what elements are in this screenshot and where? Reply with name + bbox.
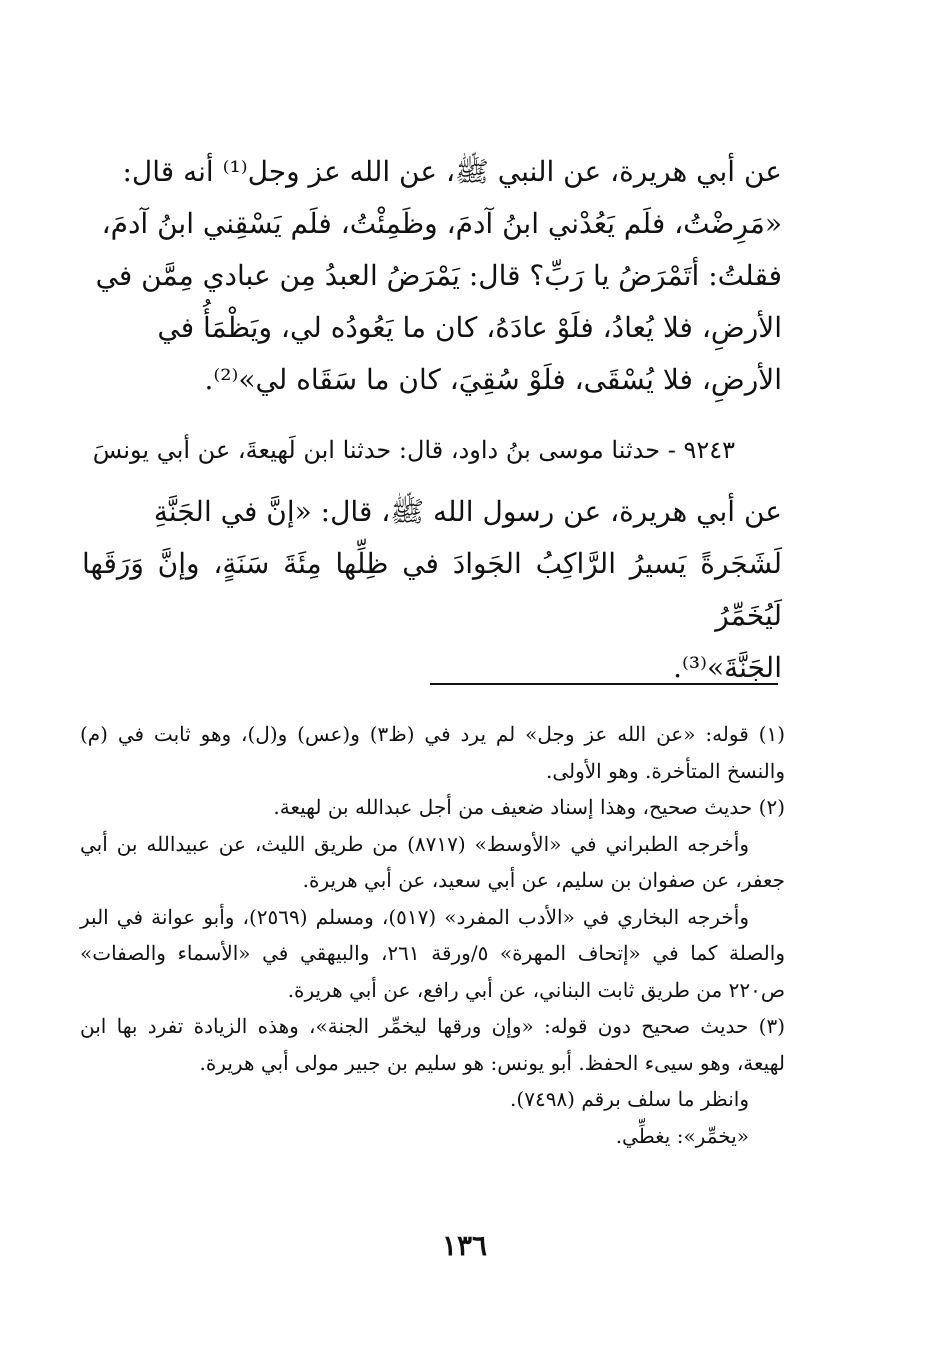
page-number: ١٣٦: [441, 1229, 488, 1262]
footnote-continuation: «يخمِّر»: يغطِّي.: [615, 1123, 749, 1148]
text-line: الأرضِ، فلا يُسْقَى، فلَوْ سُقِيَ، كان ما سَقَاه لي»⁽²⁾.: [204, 363, 782, 396]
text-line: الأرضِ، فلا يُعادُ، فلَوْ عادَهُ، كان ما يَعُودُه لي، ويَظْمَأُ في: [157, 311, 782, 344]
footnote: (٣) حديث صحيح دون قوله: «وإن ورقها ليخمِّر الجنة»، وهذه الزيادة تفرد بها ابن لهيعة، وهو سيىء الحفظ. أبو يونس: هو سليم بن جبير مولى أبي هريرة.: [80, 1014, 785, 1075]
text-line: الجَنَّةَ»⁽³⁾.: [673, 651, 782, 684]
footnote-continuation: وأخرجه الطبراني في «الأوسط» (٨٧١٧) من طريق الليث، عن عبيدالله بن أبي جعفر، عن صفوان بن سليم، عن أبي سعيد، عن أبي هريرة.: [80, 831, 785, 892]
footnote-continuation: وأخرجه البخاري في «الأدب المفرد» (٥١٧)، ومسلم (٢٥٦٩)، وأبو عوانة في البر والصلة كما في «إتحاف المهرة» ٥/ورقة ٢٦١، والبيهقي في «الأسماء والصفات» ص٢٢٠ من طريق ثابت البناني، عن أبي رافع، عن أبي هريرة.: [80, 904, 785, 1002]
text-line: «مَرِضْتُ، فلَم يَعُدْني ابنُ آدمَ، وظَمِئْتُ، فلَم يَسْقِني ابنُ آدمَ،: [101, 207, 782, 240]
hadith-text: [82, 486, 782, 694]
text-line: عن أبي هريرة، عن رسول الله ﷺ، قال: «إنَّ في الجَنَّةِ: [153, 495, 782, 528]
hadith-text-continuation: [82, 146, 782, 406]
footnote: (٢) حديث صحيح، وهذا إسناد ضعيف من أجل عبدالله بن لهيعة.: [273, 795, 785, 819]
text-line: فقلتُ: أتَمْرَضُ يا رَبِّ؟ قال: يَمْرَضُ العبدُ مِن عبادي مِمَّن في: [95, 259, 782, 292]
footnote: (١) قوله: «عن الله عز وجل» لم يرد في (ظ٣) و(عس) و(ل)، وهو ثابت في (م) والنسخ المتأخرة. وهو الأولى.: [80, 722, 785, 783]
footnotes: [80, 716, 785, 1154]
text-line: عن أبي هريرة، عن النبي ﷺ، عن الله عز وجل⁽¹⁾ أنه قال:: [122, 155, 782, 188]
hadith-chain-heading: ٩٢٤٣ - حدثنا موسى بنُ داود، قال: حدثنا ابن لَهيعةَ، عن أبي يونسَ: [92, 436, 735, 464]
text-line: لَشَجَرةً يَسيرُ الرَّاكِبُ الجَوادَ في ظِلِّها مِئَةَ سَنَةٍ، وإنَّ وَرَقَها لَيُخَمِّرُ: [82, 547, 782, 632]
footnote-continuation: وانظر ما سلف برقم (٧٤٩٨).: [510, 1087, 749, 1111]
footnote-divider: [430, 683, 778, 685]
